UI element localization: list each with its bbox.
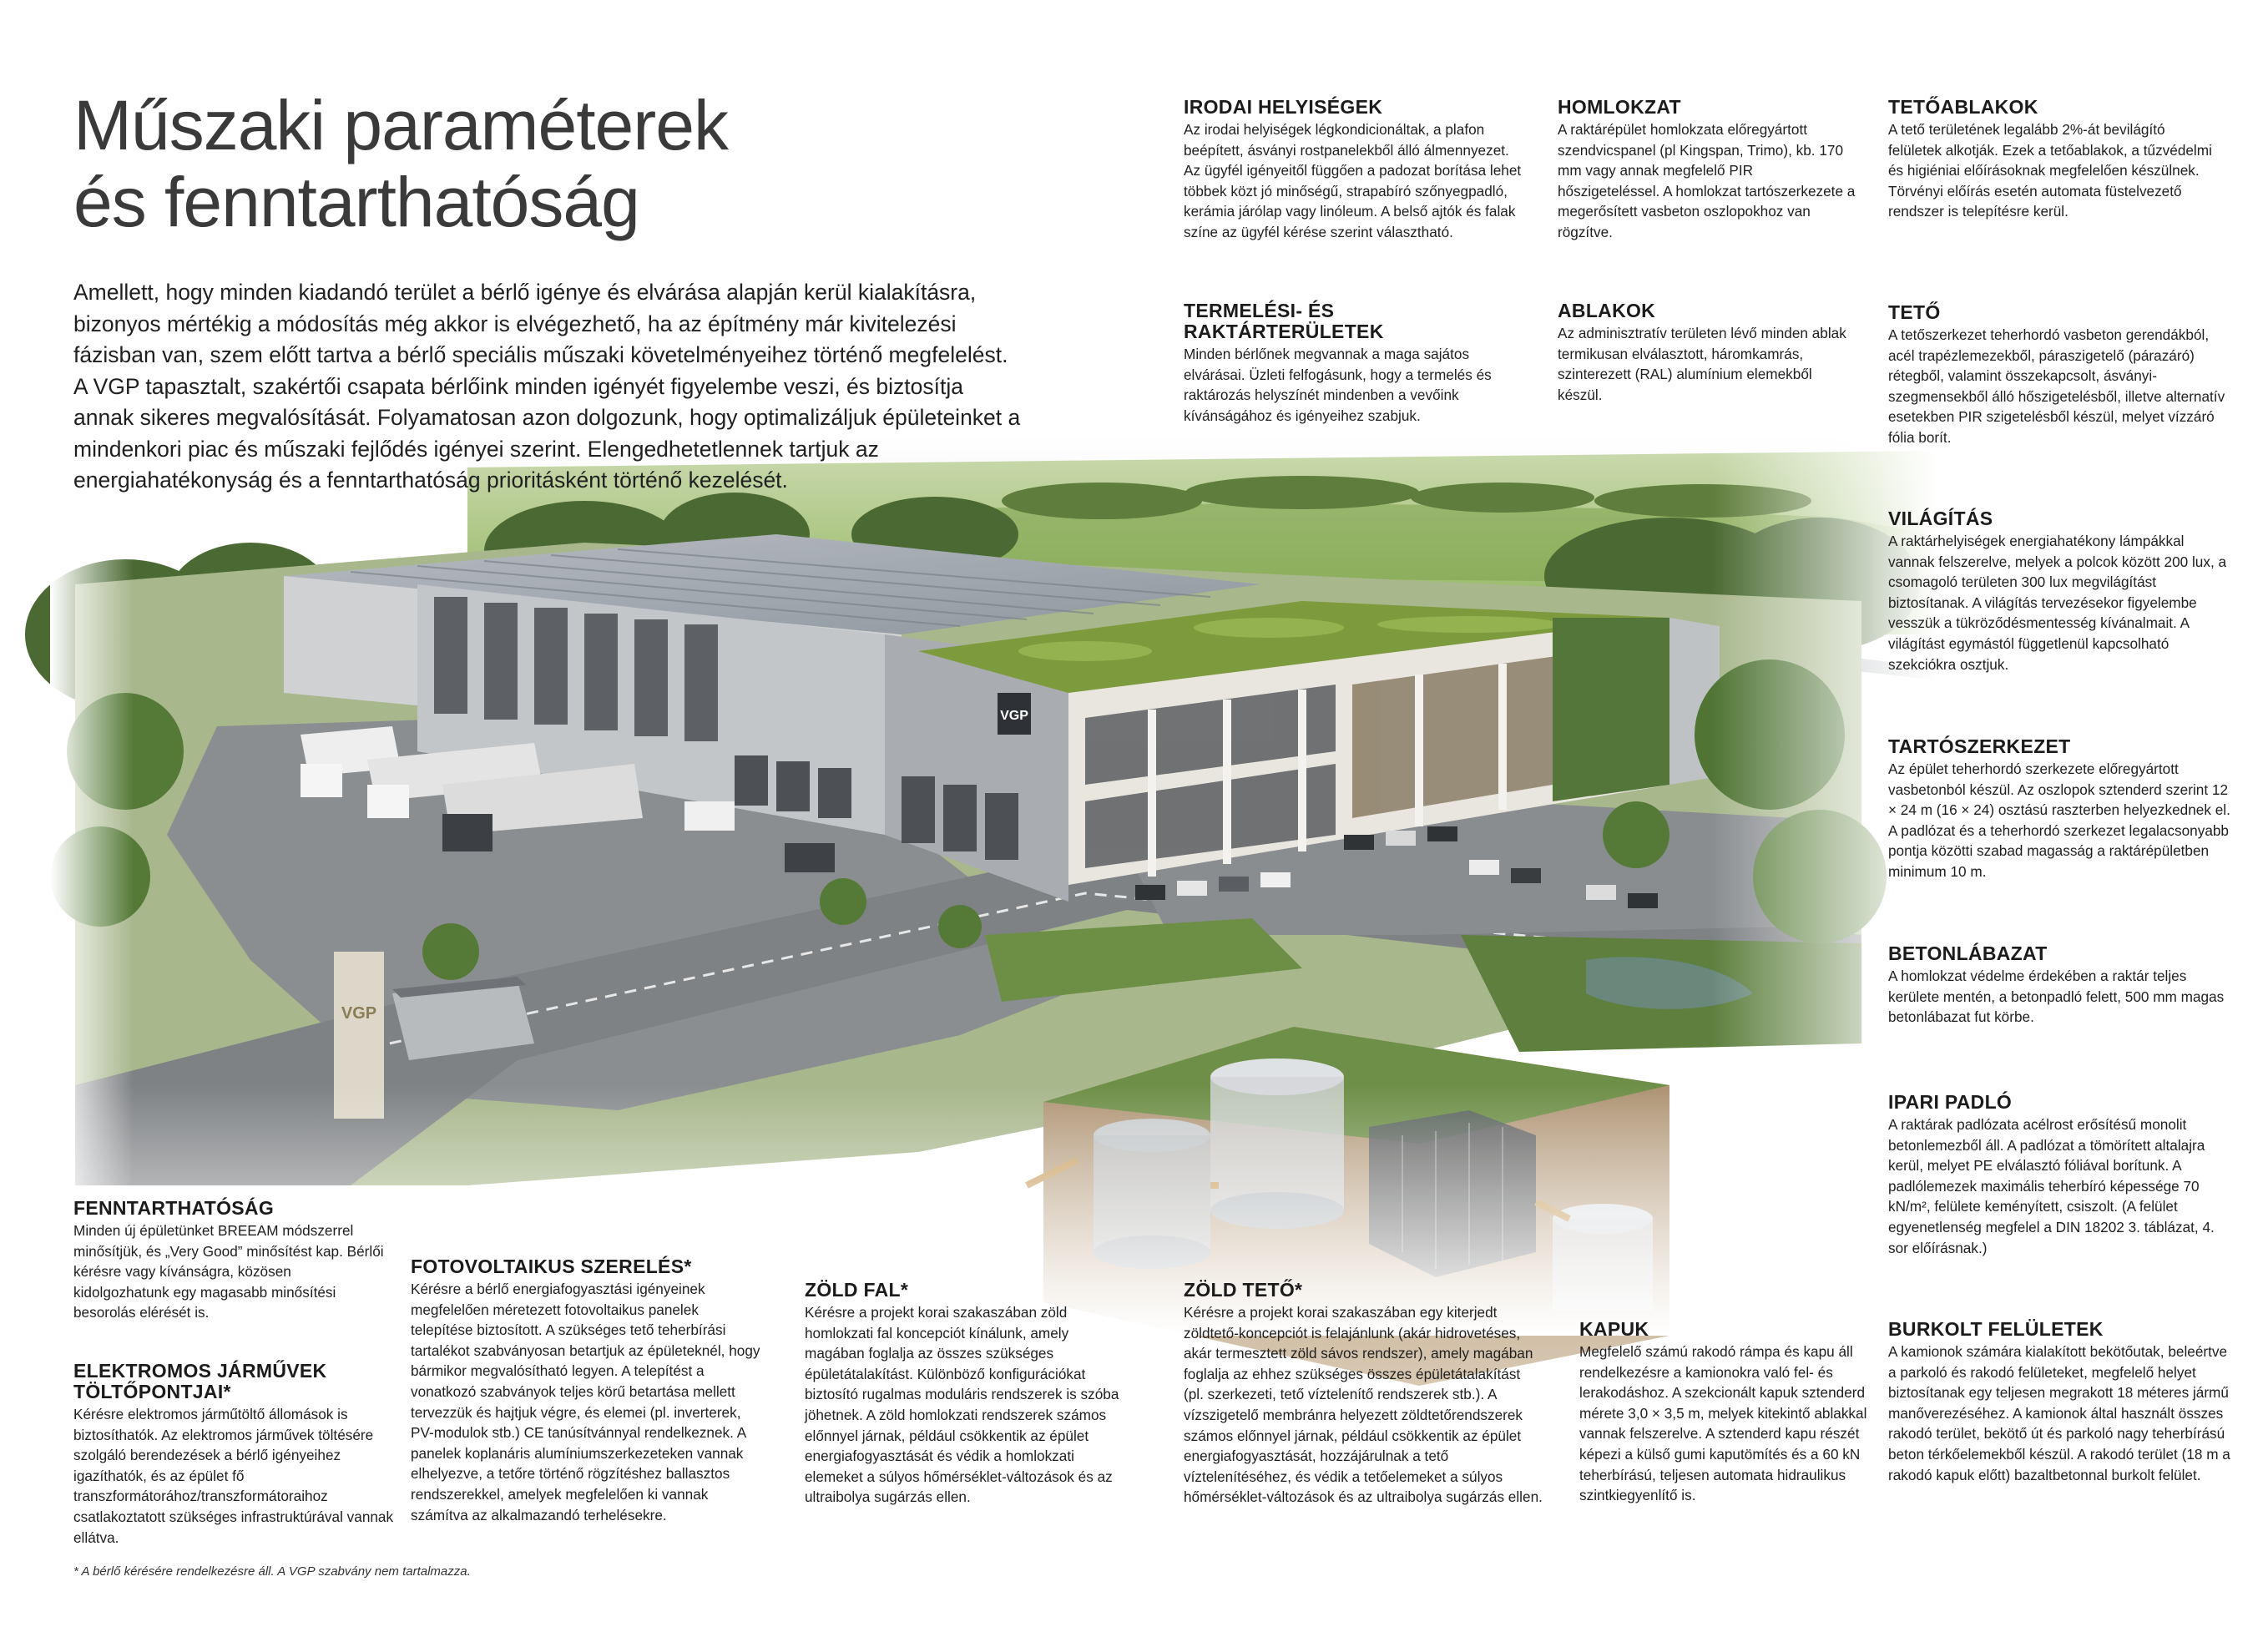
section-zold-teto bbox=[1184, 1280, 1543, 1508]
section-heading: HOMLOKZAT bbox=[1558, 96, 1681, 118]
section-heading: KAPUK bbox=[1579, 1318, 1649, 1340]
section-text: Minden új épületünket BREEAM módszerrel minősítjük, és „Very Good” minősítést kap. Bérlői kérésre vagy kívánságra, közösen kidolgozhatunk egy magasabb minősítési besorolás elérését is. bbox=[73, 1222, 384, 1321]
section-heading: ABLAKOK bbox=[1558, 300, 1656, 321]
section-heading: FENNTARTHATÓSÁG bbox=[73, 1197, 275, 1219]
intro-paragraph: Amellett, hogy minden kiadandó terület a bérlő igénye és elvárása alapján kerül kialakításra, bizonyos mértékig a módosítás még akkor is elvégezhető, ha az építmény már kivitelezési fázisban van, szem előtt tartva a bérlő speciális műszaki követelményeihez történő megfelelést. A VGP tapasztalt, szakértői csapata bérlőink minden igényét figyelembe veszi, és biztosítja annak sikeres megvalósítását. Folyamatosan azon dolgozunk, hogy optimalizáljuk épületeinket a mindenkori piac és műszaki fejlődés igényei szerint. Elengedhetetlennek tartjuk az energiahatékonyság és a fenntarthatóság prioritásként történő kezelését. bbox=[73, 280, 1021, 493]
section-text: Kérésre elektromos járműtöltő állomások is biztosíthatók. Az elektromos járművek töltésére szolgáló berendezések a bérlő igényeihez igazíthatók, és az épület fő transzformátorához/transzformátoraihoz csatlakoztatott szükséges infrastruktúrával vannak ellátva. bbox=[73, 1406, 394, 1546]
vgp-pylon-sign: VGP bbox=[341, 1004, 377, 1023]
section-heading: ZÖLD TETŐ* bbox=[1184, 1279, 1303, 1301]
section-text: A kamionok számára kialakított bekötőutak, beleértve a parkoló és rakodó felületeket, megfelelő helyet biztosítanak egy teljesen megrakott 18 méteres jármű manőverezéséhez. A kamionok által használt összes rakodó terület, bekötő út és parkoló nagy teherbírású beton térkőelemekből készül. A rakodó terület (18 m a rakodó kapuk előtt) bazaltbetonnal burkolt felület. bbox=[1888, 1343, 2230, 1483]
section-text: Kérésre a projekt korai szakaszában zöld homlokzati fal koncepciót kínálunk, amely magában foglalja az összes szükséges épületátalakítást. Különböző konfigurációkat biztosító rugalmas moduláris rendszerek is szóba jöhetnek. A zöld homlokzati rendszerek számos előnnyel járnak, például csökkentik az épület energiafogyasztását és védik a homlokzati elemeket a súlyos hőmérséklet-változások és az ultraibolya sugárzás ellen. bbox=[805, 1304, 1119, 1506]
section-ipari-padlo bbox=[1888, 1092, 2230, 1258]
section-irodai bbox=[1184, 97, 1522, 243]
section-tetoablakok bbox=[1888, 97, 2222, 222]
footnote: * A bérlő kérésére rendelkezésre áll. A VGP szabvány nem tartalmazza. bbox=[73, 1564, 471, 1579]
section-vilagitas bbox=[1888, 508, 2230, 675]
section-elektromos bbox=[73, 1361, 399, 1548]
vgp-building-sign: VGP bbox=[1000, 709, 1028, 723]
section-heading-2: RAKTÁRTERÜLETEK bbox=[1184, 321, 1384, 342]
section-betonlabazat bbox=[1888, 943, 2230, 1028]
section-text: Kérésre a projekt korai szakaszában egy kiterjedt zöldtető-koncepciót is felajánlunk (akár hidrovetéses, akár termesztett zöld sávos rendszer), amely magában foglalja az ehhez szükséges összes épületátalakítást (pl. szerkezeti, tető víztelenítő rendszerek stb.). A vízszigetelő membránra helyezett zöldtetőrendszerek számos előnnyel járnak, például csökkentik az épület energiafogyasztását, hozzájárulnak a tető víztelenítéséhez, és védik a tetőelemeket a súlyos hőmérséklet-változások és az ultraibolya sugárzás ellen. bbox=[1184, 1304, 1543, 1506]
section-zold-fal bbox=[805, 1280, 1122, 1508]
section-heading: IRODAI HELYISÉGEK bbox=[1184, 96, 1383, 118]
section-text: Megfelelő számú rakodó rámpa és kapu áll rendelkezésre a kamionokra való fel- és lerakodáshoz. A szekcionált kapuk sztenderd mérete 3,0 × 3,5 m, melyek kitekintő ablakkal vannak felszerelve. A sztenderd kapu részét képezi a külső gumi kaputömítés és a 60 kN teherbírású, teljesen automata hidraulikus szintkiegyenlítő is. bbox=[1579, 1343, 1867, 1504]
section-text: Az épület teherhordó szerkezete előregyártott vasbetonból készül. Az oszlopok sztenderd szerint 12 × 24 m (16 × 24) osztású raszterben helyezkednek el. A padlózat és a teherhordó szerkezet legalacsonyabb pontja közötti szabad magasság a raktárépületben minimum 10 m. bbox=[1888, 760, 2230, 880]
section-heading: TERMELÉSI- ÉS bbox=[1184, 300, 1335, 321]
section-heading: VILÁGÍTÁS bbox=[1888, 508, 1993, 529]
section-kapuk bbox=[1579, 1319, 1880, 1506]
section-heading: TETŐ bbox=[1888, 301, 1941, 323]
section-text: A homlokzat védelme érdekében a raktár teljes kerülete mentén, a betonpadló felett, 500 mm magas betonlábazat fut körbe. bbox=[1888, 968, 2225, 1026]
section-text: Az irodai helyiségek légkondicionáltak, a plafon beépített, ásványi rostpanelekből álló álmennyezet. Az ügyfél igényeitől függően a padozat borítása lehet többek közt jó minőségű, strapabíró szőnyegpadló, kerámia járólap vagy linóleum. A belső ajtók és falak színe az ügyfél kérése szerint választható. bbox=[1184, 121, 1522, 240]
section-text: A tető területének legalább 2%-át bevilágító felületek alkotják. Ezek a tetőablakok, a tűzvédelmi és higiéniai előírásoknak megfelelően készülnek. Törvényi előírás esetén automata füstelvezető rendszer is telepítésre kerül. bbox=[1888, 121, 2212, 220]
section-tartoszerkezet bbox=[1888, 736, 2230, 882]
page-title bbox=[73, 87, 728, 240]
section-text: Minden bérlőnek megvannak a maga sajátos elvárásai. Üzleti felfogásunk, hogy a termelés és raktározás helyszínét mindenben a vevőink kívánságához és igényeihez szabjuk. bbox=[1184, 346, 1492, 424]
section-text: A raktárak padlózata acélrost erősítésű monolit betonlemezből áll. A padlózat a tömörített altalajra kerül, melyet PE elválasztó fóliával borítunk. A padlólemezek maximális teherbíró képessége 70 kN/m², felülete keményített, csiszolt. (A felület egyenetlenség megfelel a DIN 18202 3. táblázat, 4. sor előírásnak.) bbox=[1888, 1116, 2215, 1256]
section-heading: TARTÓSZERKEZET bbox=[1888, 735, 2071, 757]
section-termelesi bbox=[1184, 301, 1534, 426]
section-teto bbox=[1888, 302, 2230, 448]
section-text: A raktárépület homlokzata előregyártott szendvicspanel (pl Kingspan, Trimo), kb. 170 mm vagy annak megfelelő PIR hőszigeteléssel. A homlokzat tartószerkezete a megerősített vasbeton oszlopokhoz van rögzítve. bbox=[1558, 121, 1856, 240]
section-heading: ZÖLD FAL* bbox=[805, 1279, 909, 1301]
section-text: A tetőszerkezet teherhordó vasbeton gerendákból, acél trapézlemezekből, páraszigetelő (párazáró) rétegből, valamint összekapcsolt, ásványi-szegmensekből álló hőszigetelésből, illetve alternatív esetekben PIR szigetelésből készül, melyet vízzáró fólia borít. bbox=[1888, 326, 2225, 446]
section-homlokzat bbox=[1558, 97, 1858, 243]
section-text: Az adminisztratív területen lévő minden ablak termikusan elválasztott, háromkamrás, szinterezett (RAL) alumínium elemekből készül. bbox=[1558, 325, 1846, 403]
section-fotovoltaikus bbox=[411, 1256, 761, 1525]
page-title-line1: Műszaki paraméterek bbox=[73, 86, 728, 164]
page-title-line2: és fenntarthatóság bbox=[73, 163, 639, 241]
section-heading: TETŐABLAKOK bbox=[1888, 96, 2038, 118]
section-text: Kérésre a bérlő energiafogyasztási igényeinek megfelelően méretezett fotovoltaikus panelek telepítése biztosított. A szükséges tető teherbírási tartalékot szabványosan betartjuk az épületeknél, hogy bármikor megvalósítható legyen. A telepítést a vonatkozó szabványok teljes körű betartása mellett tervezzük és hajtjuk végre, és elemei (pl. inverterek, PV-modulok stb.) CE tanúsítvánnyal rendelkeznek. A panelek koplanáris alumíniumszerkezeteken vannak elhelyezve, a tetőre történő rögzítéshez ballasztos rendszerekkel, amelyek megfelelően ki vannak számítva az alkalmazandó terhelésekre. bbox=[411, 1281, 760, 1523]
section-heading: IPARI PADLÓ bbox=[1888, 1091, 2013, 1113]
section-heading: BURKOLT FELÜLETEK bbox=[1888, 1318, 2104, 1340]
section-ablakok bbox=[1558, 301, 1858, 405]
section-heading: FOTOVOLTAIKUS SZERELÉS* bbox=[411, 1256, 692, 1277]
section-heading: BETONLÁBAZAT bbox=[1888, 942, 2048, 964]
section-fenntarthatosag bbox=[73, 1198, 391, 1323]
section-heading: ELEKTROMOS JÁRMŰVEK bbox=[73, 1360, 327, 1382]
section-burkolt bbox=[1888, 1319, 2230, 1485]
section-heading-2: TÖLTŐPONTJAI* bbox=[73, 1381, 231, 1402]
section-text: A raktárhelyiségek energiahatékony lámpákkal vannak felszerelve, melyek a polcok között 200 lux, a csomagoló területen 300 lux megvilágítást biztosítanak. A világítás tervezésekor figyelembe vesszük a tükröződésmentesség kívánalmait. A világítást egymástól függetlenül kapcsolható szekciókra osztjuk. bbox=[1888, 533, 2227, 673]
